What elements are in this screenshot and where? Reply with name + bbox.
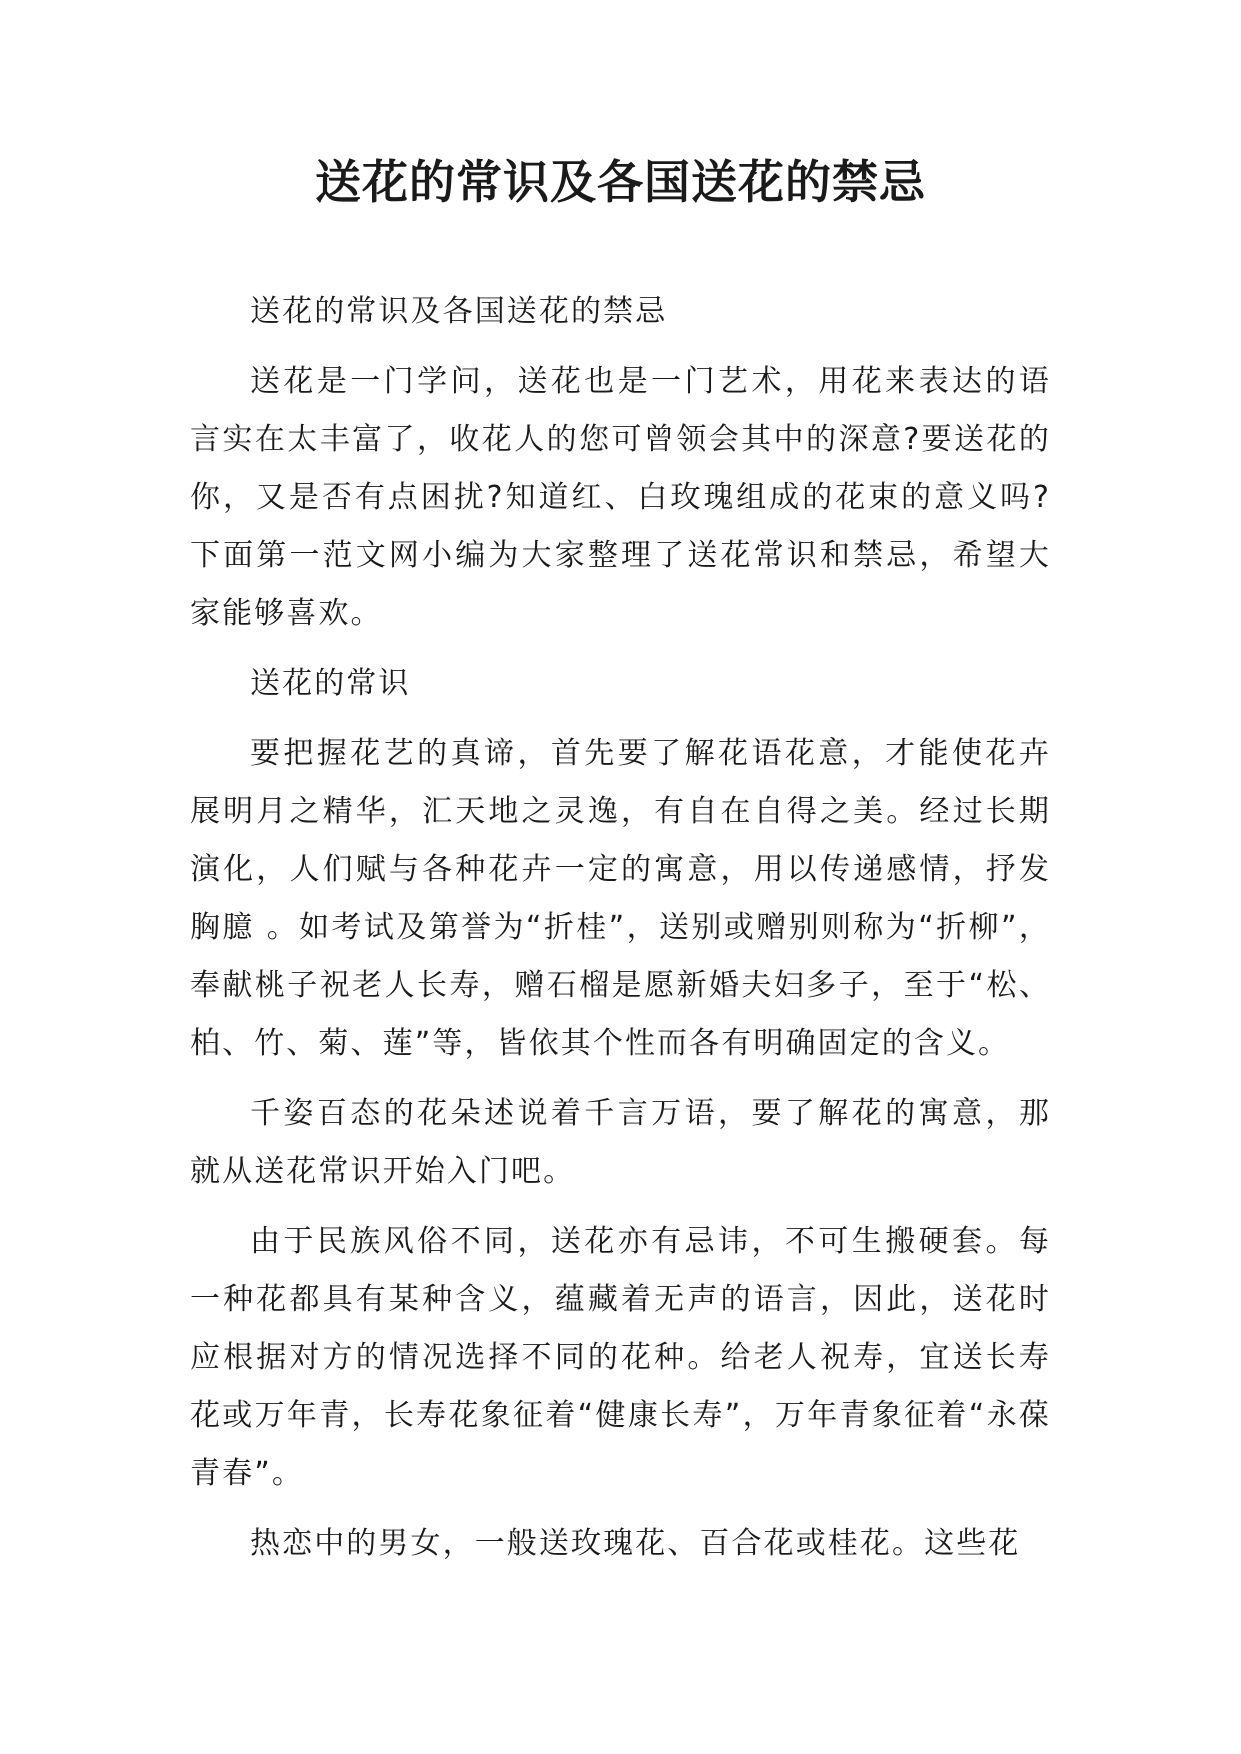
document-body — [190, 283, 1051, 1585]
paragraph: 要把握花艺的真谛，首先要了解花语花意，才能使花卉展明月之精华，汇天地之灵逸，有自在自得之美。经过长期演化，人们赋与各种花卉一定的寓意，用以传递感情，抒发胸臆 。如考试及第誉为“折桂”，送别或赠别则称为“折柳”，奉献桃子祝老人长寿，赠石榴是愿新婚夫妇多子，至于“松、柏、竹、菊、莲”等，皆依其个性而各有明确固定的含义。 — [190, 736, 1051, 1061]
paragraph: 送花是一门学问，送花也是一门艺术，用花来表达的语言实在太丰富了，收花人的您可曾领会其中的深意?要送花的你，又是否有点困扰?知道红、白玫瑰组成的花束的意义吗?下面第一范文网小编为大家整理了送花常识和禁忌，希望大家能够喜欢。 — [190, 364, 1051, 631]
paragraph: 热恋中的男女，一般送玫瑰花、百合花或桂花。这些花 — [250, 1526, 1021, 1561]
paragraph: 送花的常识及各国送花的禁忌 — [250, 294, 668, 329]
paragraph: 送花的常识 — [250, 666, 411, 701]
paragraph: 由于民族风俗不同，送花亦有忌讳，不可生搬硬套。每一种花都具有某种含义，蕴藏着无声的语言，因此，送花时应根据对方的情况选择不同的花种。给老人祝寿，宜送长寿花或万年青，长寿花象征着“健康长寿”，万年青象征着“永葆青春”。 — [190, 1224, 1051, 1491]
document-title: 送花的常识及各国送花的禁忌 — [315, 155, 926, 209]
paragraph: 千姿百态的花朵述说着千言万语，要了解花的寓意，那就从送花常识开始入门吧。 — [190, 1096, 1051, 1189]
